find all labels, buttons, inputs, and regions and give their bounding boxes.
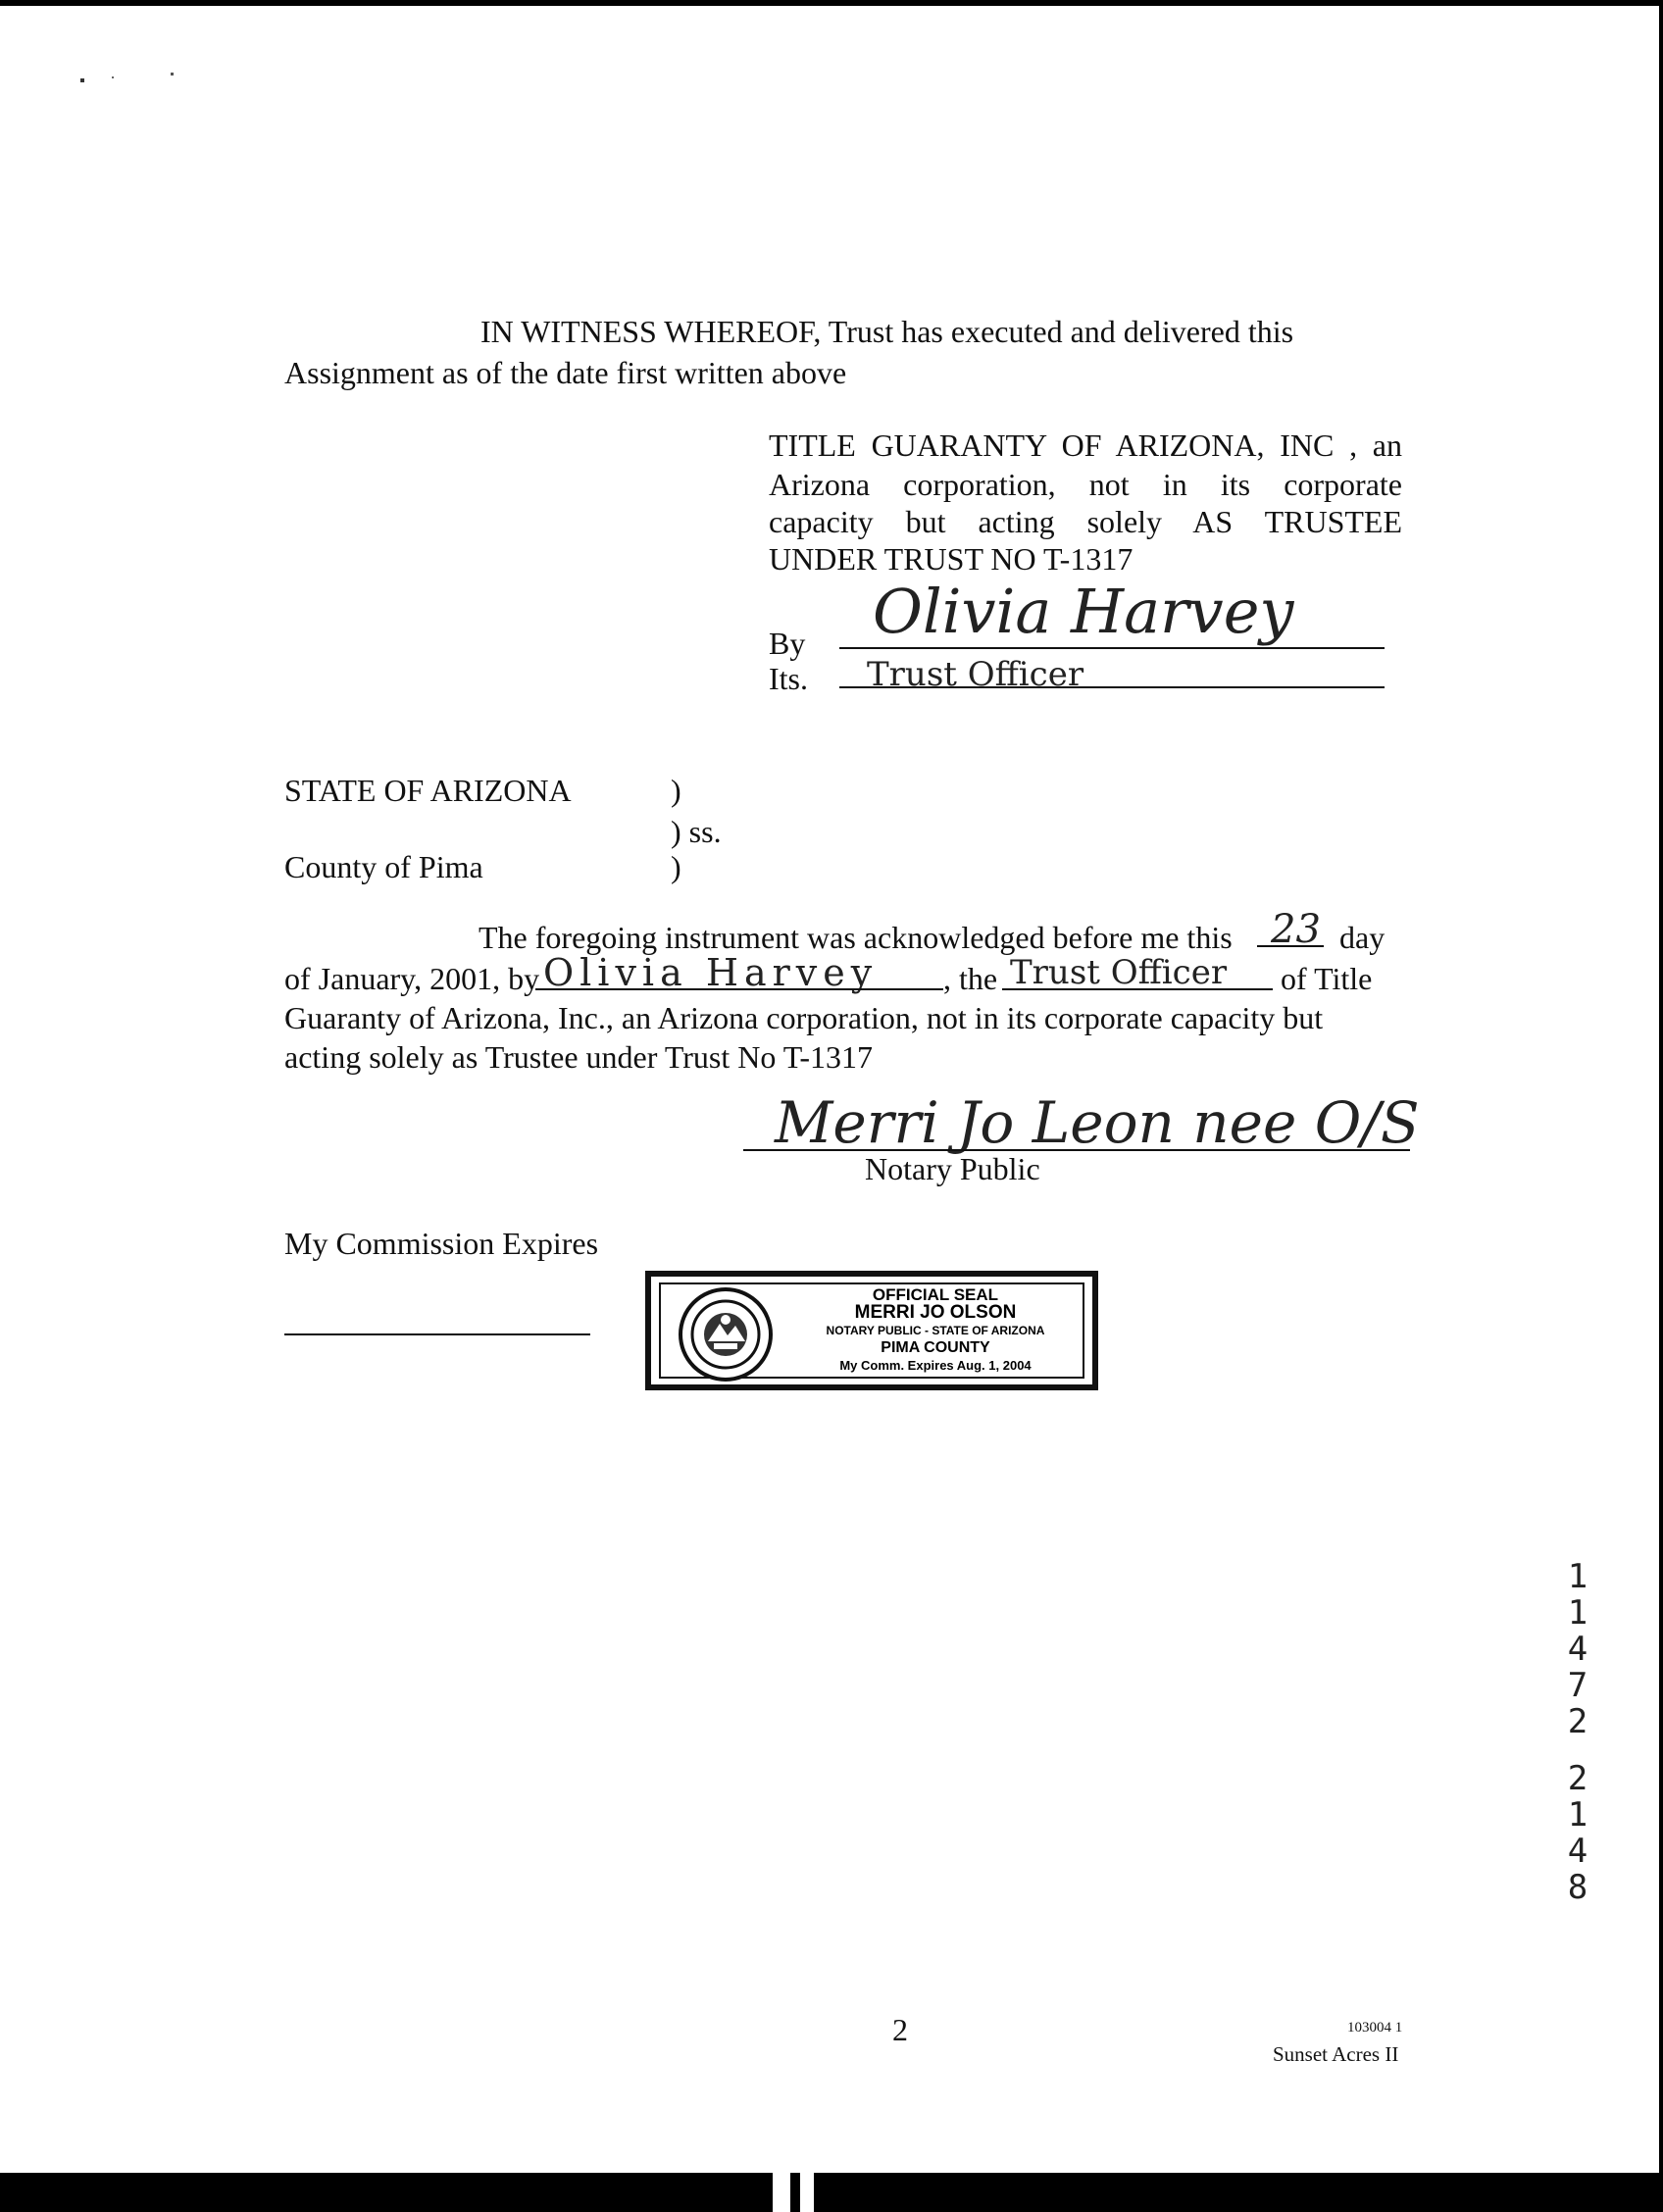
ack-name-value: Olivia Harvey [543, 951, 879, 994]
by-label: By [769, 626, 806, 661]
official-seal-frame [659, 1282, 1084, 1379]
trustee-line-1: TITLE GUARANTY OF ARIZONA, INC , an [769, 427, 1402, 463]
document-name: Sunset Acres II [1273, 2042, 1399, 2066]
venue-paren-1: ) [671, 773, 681, 808]
ack-line-4: acting solely as Trustee under Trust No T-1317 [284, 1039, 874, 1075]
page-number: 2 [892, 2012, 908, 2047]
seal-line-5: My Comm. Expires Aug. 1, 2004 [839, 1358, 1032, 1373]
witness-line-1: IN WITNESS WHEREOF, Trust has executed and delivered this [480, 314, 1294, 349]
seal-line-4: PIMA COUNTY [881, 1339, 990, 1356]
venue-state: STATE OF ARIZONA [284, 773, 572, 808]
ack-line-2-a: of January, 2001, by [284, 961, 540, 996]
scan-speck [171, 73, 174, 75]
trustee-line-4: UNDER TRUST NO T-1317 [769, 541, 1134, 577]
recording-digit: 2 [1567, 1702, 1588, 1741]
official-seal-stamp [645, 1271, 1098, 1390]
scan-border-right [1659, 0, 1663, 2212]
state-seal-emblem-icon [675, 1286, 777, 1382]
recording-digit: 1 [1567, 1557, 1588, 1596]
recording-digit: 1 [1567, 1795, 1588, 1835]
scan-speck [112, 76, 114, 78]
seal-line-3: NOTARY PUBLIC - STATE OF ARIZONA [826, 1324, 1045, 1337]
ack-line-1-post: day [1339, 920, 1386, 955]
recording-digit: 4 [1567, 1832, 1588, 1871]
recording-digit: 2 [1567, 1759, 1588, 1798]
recording-digit: 8 [1567, 1868, 1588, 1907]
scan-speck [80, 78, 84, 82]
scan-border-top [0, 0, 1663, 6]
ack-title-value: Trust Officer [1010, 953, 1228, 992]
its-label: Its. [769, 661, 808, 696]
trustee-line-2: Arizona corporation, not in its corporate [769, 467, 1402, 502]
scan-border-bottom [0, 2173, 1663, 2212]
scan-gap-bottom-2 [800, 2173, 814, 2212]
commission-label: My Commission Expires [284, 1226, 599, 1261]
commission-line [284, 1333, 590, 1335]
recording-digit: 1 [1567, 1593, 1588, 1633]
notary-label: Notary Public [865, 1151, 1040, 1186]
ack-day-value: 23 [1271, 907, 1321, 952]
ack-name-line [535, 988, 943, 990]
seal-line-2: MERRI JO OLSON [854, 1302, 1017, 1323]
recording-digit: 4 [1567, 1630, 1588, 1669]
trustee-signature: Olivia Harvey [873, 576, 1294, 647]
trustee-line-3: capacity but acting solely AS TRUSTEE [769, 504, 1402, 539]
scan-gap-bottom [773, 2173, 790, 2212]
venue-paren-ss: ) ss. [671, 814, 722, 849]
witness-line-2: Assignment as of the date first written above [284, 355, 847, 390]
notary-signature: Merri Jo Leon nee O/S [775, 1089, 1420, 1156]
official-seal-text [798, 1286, 1073, 1375]
its-value: Trust Officer [867, 655, 1084, 694]
document-code: 103004 1 [1347, 2020, 1403, 2036]
venue-paren-3: ) [671, 849, 681, 884]
ack-line-3: Guaranty of Arizona, Inc., an Arizona corporation, not in its corporate capacity but [284, 1000, 1324, 1035]
its-signature-line [839, 686, 1385, 688]
notary-signature-line [743, 1149, 1410, 1151]
ack-title-line [1002, 988, 1273, 990]
by-signature-line [839, 647, 1385, 649]
ack-line-2-b: , the [943, 961, 998, 996]
ack-day-line [1257, 945, 1324, 947]
recording-digit: 7 [1567, 1666, 1588, 1705]
ack-line-2-c: of Title [1281, 961, 1373, 996]
seal-line-1: OFFICIAL SEAL [872, 1285, 999, 1304]
venue-county: County of Pima [284, 849, 483, 884]
ack-line-1-pre: The foregoing instrument was acknowledged before me this [479, 920, 1233, 955]
